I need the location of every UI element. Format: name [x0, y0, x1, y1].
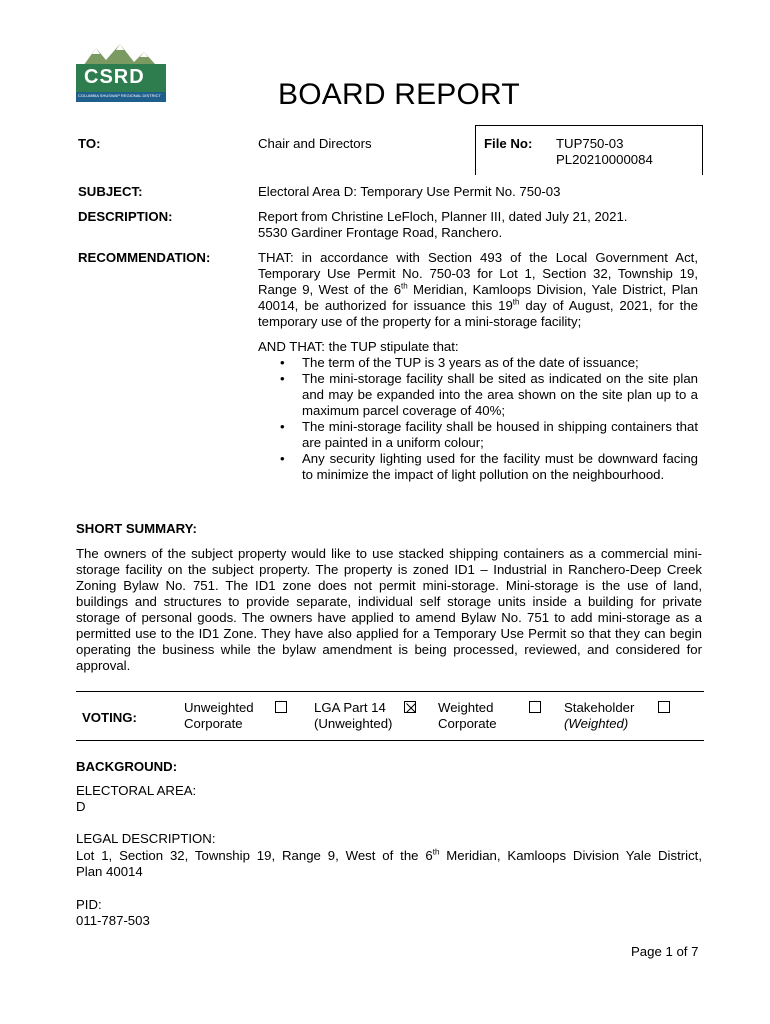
- legal-description-line-2: Plan 40014: [76, 864, 143, 879]
- recommendation-paragraph-2: AND THAT: the TUP stipulate that:: [258, 339, 459, 354]
- recommendation-text-a: THAT: in accordance with Section 493 of the Local Government Act, Temporary Use Permit No. 750-03 for Lot 1, Section 32, Township 19, Range 9, West of the 6: [258, 250, 698, 297]
- file-number-box: [475, 125, 703, 175]
- legal-text-b: Meridian, Kamloops Division Yale District,: [439, 848, 702, 863]
- voting-option-line: Corporate: [438, 716, 497, 731]
- electoral-area-label: ELECTORAL AREA:: [76, 783, 197, 798]
- voting-option-line: LGA Part 14: [314, 700, 386, 715]
- voting-option-line: Unweighted: [184, 700, 254, 715]
- to-label: TO:: [78, 136, 101, 151]
- logo-text: CSRD: [84, 66, 145, 88]
- voting-table: [76, 691, 704, 741]
- subject-label: SUBJECT:: [78, 184, 143, 199]
- file-number-label: File No:: [484, 136, 533, 151]
- list-item: • Any security lighting used for the facility must be downward facing to minimize the impact of light pollution on the neighbourhood.: [276, 451, 698, 483]
- to-value: Chair and Directors: [258, 136, 372, 151]
- voting-option-line: Weighted: [438, 700, 494, 715]
- description-value: [258, 209, 698, 241]
- checkbox-unweighted-corporate[interactable]: [275, 701, 287, 713]
- legal-text-a: Lot 1, Section 32, Township 19, Range 9, West of the 6: [76, 848, 433, 863]
- recommendation-text-b: Meridian, Kamloops Division, Yale District, Plan 40014, be authorized for issuance this 19: [258, 282, 698, 313]
- recommendation-paragraph-1: [258, 250, 698, 330]
- short-summary-text: The owners of the subject property would like to use stacked shipping containers as a commercial mini-storage facility on the subject property. The property is zoned ID1 – Industrial in Ranchero-Deep Creek Zoning Bylaw No. 751. The ID1 zone does not permit mini-storage. Mini-storage is the use of land, buildings and structures to provide separate, individual self storage units inside a building for private storage of personal goods. The owners have applied to amend Bylaw No. 751 to add mini-storage as a permitted use to the ID1 Zone. They have also applied for a Temporary Use Permit so that they can begin operating the business while the bylaw amendment is being processed, reviewed, and considered for approval.: [76, 546, 702, 673]
- subject-value: Electoral Area D: Temporary Use Permit No. 750-03: [258, 184, 561, 199]
- file-number-value-1: TUP750-03: [556, 136, 624, 151]
- legal-description-line-1: [76, 848, 702, 864]
- checkbox-lga-part-14[interactable]: [404, 701, 416, 713]
- description-line-1: Report from Christine LeFloch, Planner III, dated July 21, 2021.: [258, 209, 628, 224]
- voting-label: VOTING:: [82, 710, 137, 725]
- page-title: BOARD REPORT: [278, 78, 520, 111]
- voting-option-stakeholder: [564, 700, 634, 732]
- recommendation-bullet-list: [276, 355, 698, 483]
- legal-description-label: LEGAL DESCRIPTION:: [76, 831, 216, 846]
- voting-option-line: Stakeholder: [564, 700, 635, 715]
- recommendation-text-c: day of August, 2021, for the temporary use of the property for a mini-storage facility;: [258, 298, 698, 329]
- list-item: • The term of the TUP is 3 years as of the date of issuance;: [276, 355, 698, 371]
- file-number-value-2: PL20210000084: [556, 152, 653, 167]
- voting-option-unweighted-corporate: [184, 700, 254, 732]
- superscript: th: [401, 281, 408, 291]
- checkbox-weighted-corporate[interactable]: [529, 701, 541, 713]
- voting-option-line: (Weighted): [564, 716, 629, 731]
- check-x-icon: [405, 702, 417, 714]
- voting-option-weighted-corporate: [438, 700, 497, 732]
- list-item: • The mini-storage facility shall be housed in shipping containers that are painted in a uniform colour;: [276, 419, 698, 451]
- csrd-logo: [74, 42, 168, 104]
- description-label: DESCRIPTION:: [78, 209, 173, 224]
- pid-value: 011-787-503: [76, 913, 150, 928]
- logo-tagline: COLUMBIA SHUSWAP REGIONAL DISTRICT: [78, 93, 161, 98]
- voting-option-lga-part-14: [314, 700, 392, 732]
- recommendation-label: RECOMMENDATION:: [78, 250, 211, 265]
- voting-option-line: Corporate: [184, 716, 243, 731]
- checkbox-stakeholder[interactable]: [658, 701, 670, 713]
- superscript: th: [432, 847, 440, 857]
- short-summary-heading: SHORT SUMMARY:: [76, 521, 197, 536]
- superscript: th: [512, 297, 520, 307]
- page-number: Page 1 of 7: [631, 944, 699, 959]
- electoral-area-value: D: [76, 799, 86, 814]
- pid-label: PID:: [76, 897, 102, 912]
- background-heading: BACKGROUND:: [76, 759, 178, 774]
- recommendation-body: [258, 250, 698, 483]
- list-item: • The mini-storage facility shall be sited as indicated on the site plan and may be expanded into the area shown on the site plan up to a maximum parcel coverage of 40%;: [276, 371, 698, 419]
- description-line-2: 5530 Gardiner Frontage Road, Ranchero.: [258, 225, 503, 240]
- legal-description-value: [76, 848, 706, 880]
- voting-option-line: (Unweighted): [314, 716, 393, 731]
